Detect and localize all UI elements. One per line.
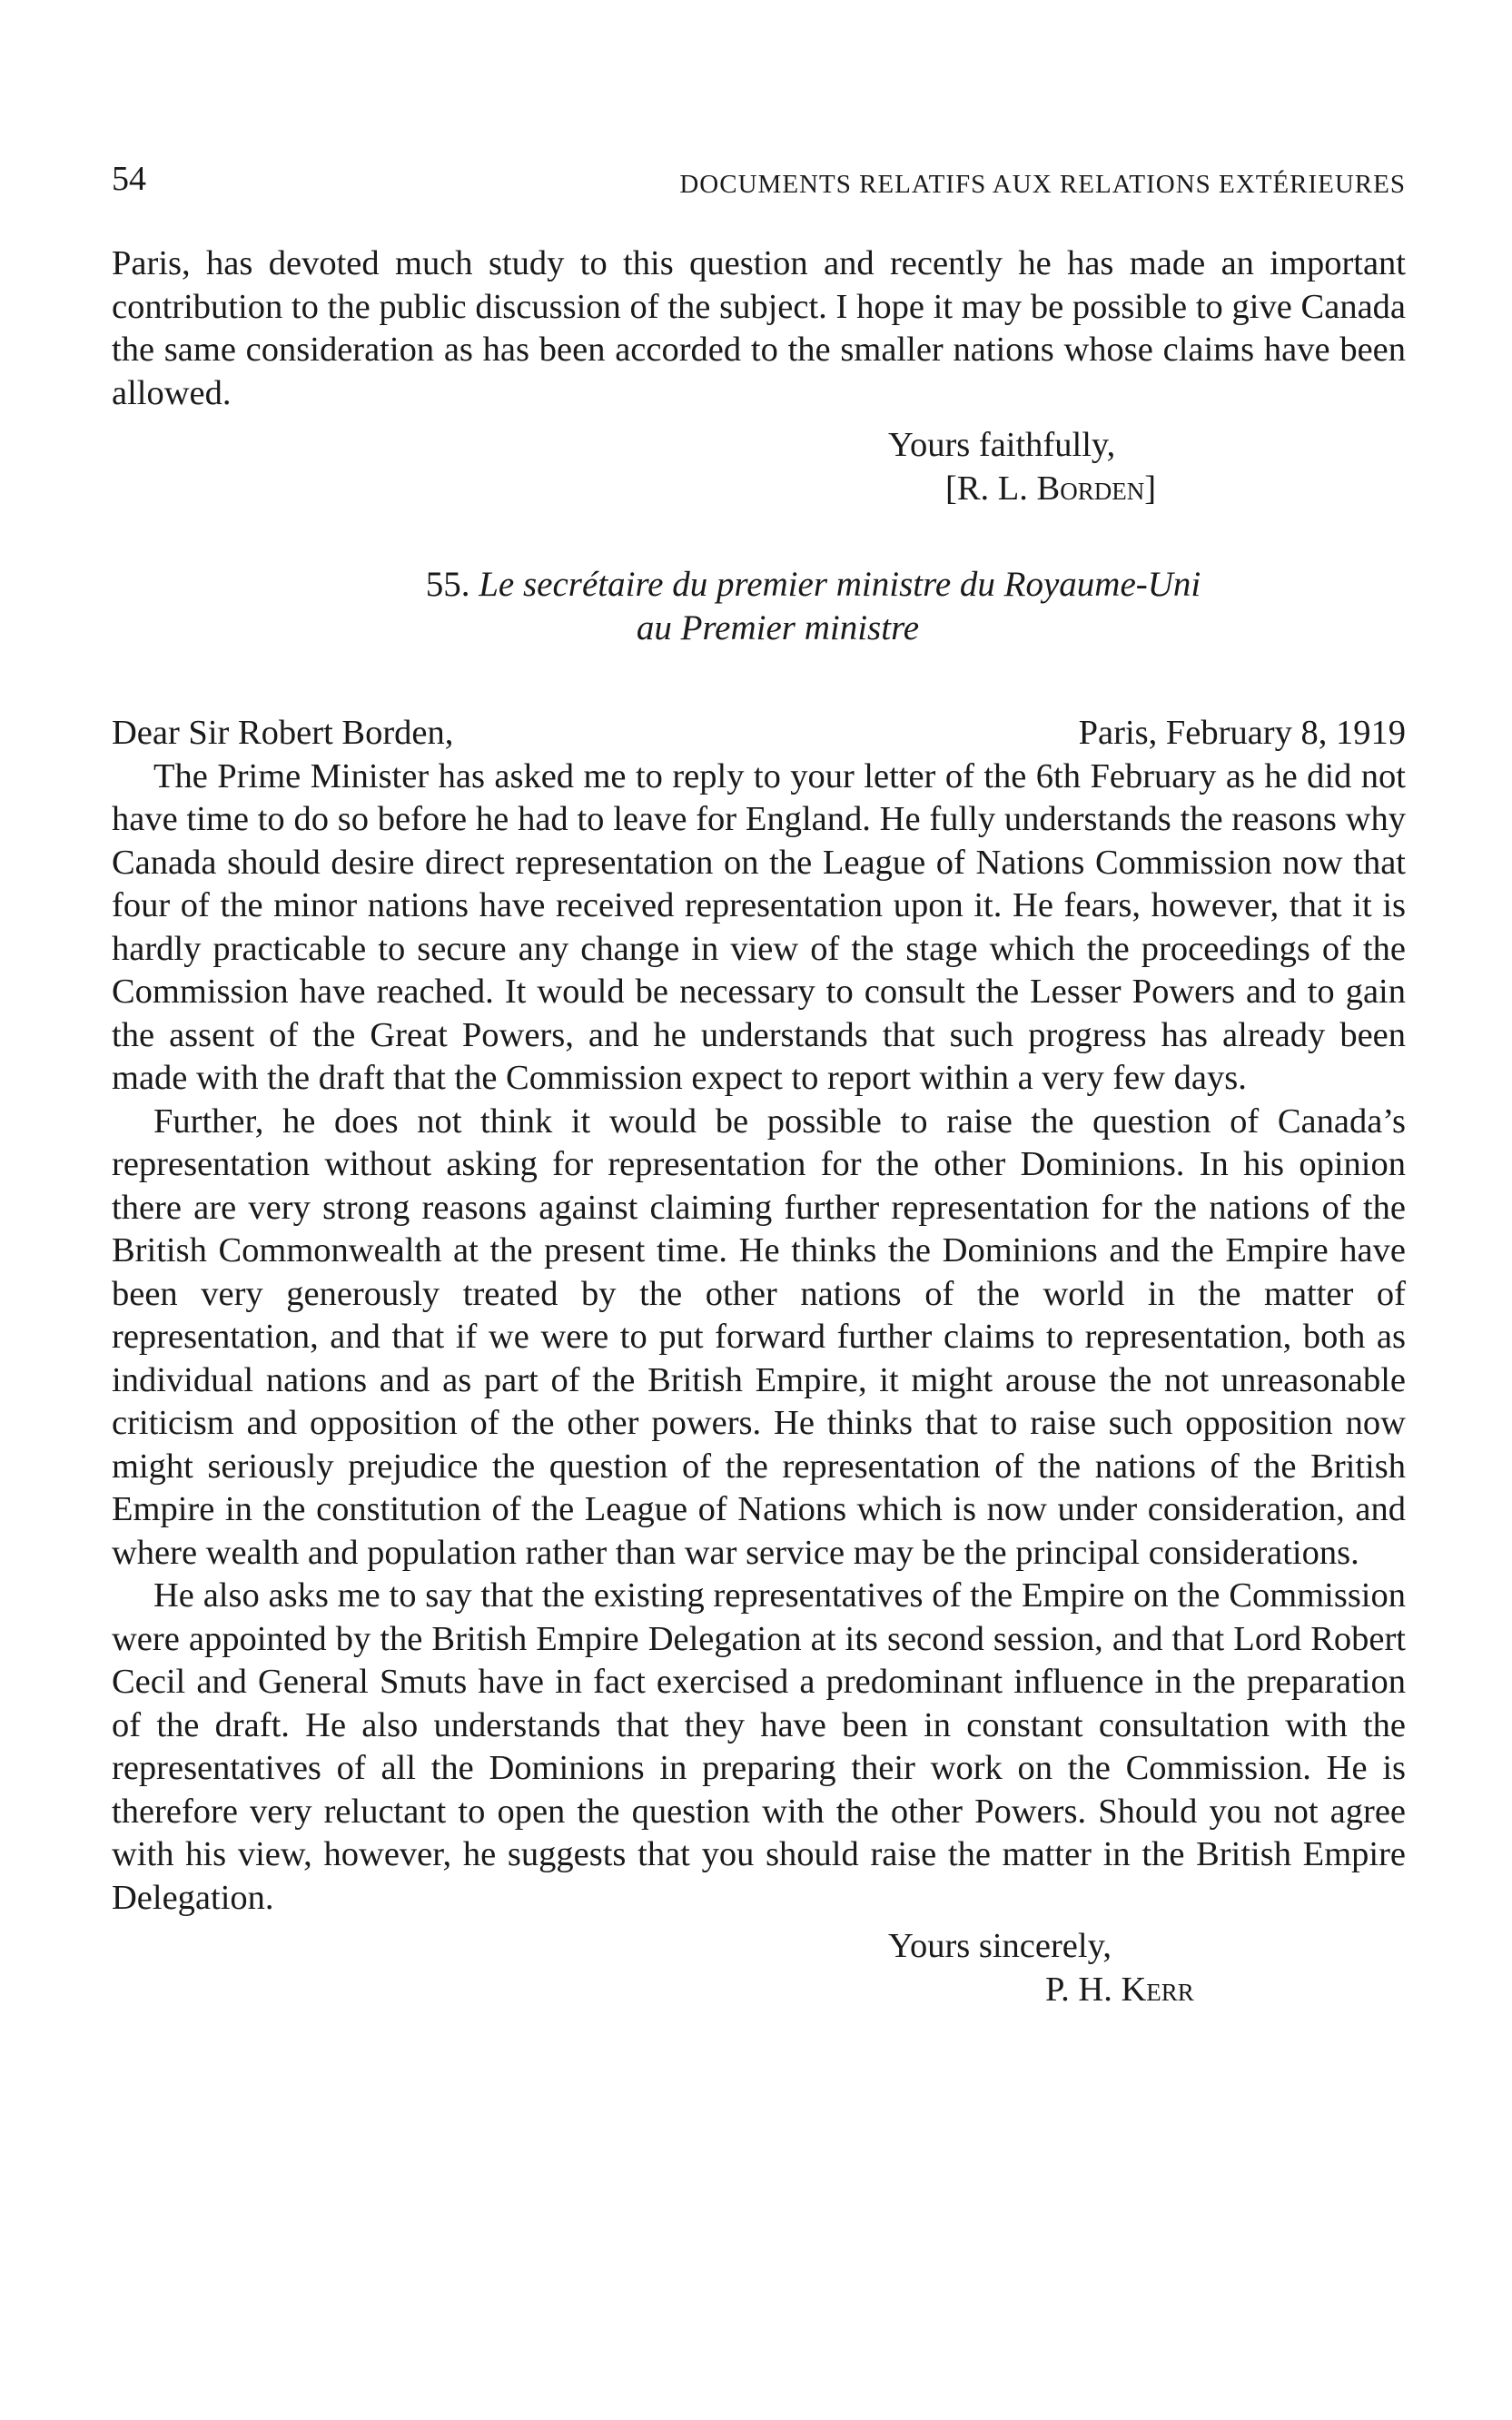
running-head [112,159,1406,213]
running-title: DOCUMENTS RELATIFS AUX RELATIONS EXTÉRIEURES [679,170,1406,199]
letter-54-continuation [112,242,1406,510]
document-page [112,159,1406,2011]
document-heading [112,563,1406,650]
heading-line-1 [112,563,1406,607]
heading-line-1-text: Le secrétaire du premier ministre du Royaume-Uni [479,565,1201,604]
letter-55 [112,563,1406,2011]
place-date: Paris, February 8, 1919 [1078,714,1406,752]
page-number: 54 [112,160,146,198]
body-paragraph: The Prime Minister has asked me to reply to your letter of the 6th February as he did not have time to do so before he had to leave for England. He fully understands the reasons why Canada should desire direct representation on the League of Nations Commission now that four of the minor nations have received representation upon it. He fears, however, that it is hardly practicable to secure any change in view of the stage which the proceedings of the Commission have reached. It would be necessary to consult the Lesser Powers and to gain the assent of the Great Powers, and he understands that such progress has already been made with the draft that the Commission expect to report within a very few days. [112,756,1406,1097]
signature-initials: P. H. [1045,1970,1122,2009]
salutation: Dear Sir Robert Borden, [112,714,454,752]
complimentary-close: Yours sincerely, [888,1927,1112,1965]
complimentary-close: Yours faithfully, [888,426,1116,464]
document-number: 55. [425,565,470,604]
salutation-row [112,712,1406,756]
body-paragraph: He also asks me to say that the existing representatives of the Empire on the Commission were appointed by the British Empire Delegation at its second session, and that Lord Robert Cecil and General Smuts have in fact exercised a predominant influence in the preparation of the draft. He also understands that they have been in constant consultation with the representatives of all the Dominions in preparing their work on the Commission. He is therefore very reluctant to open the question with the other Powers. Should you not agree with his view, however, he suggests that you should raise the matter in the British Empire Delegation. [112,1576,1406,1917]
signature-kerr [1045,1969,1406,2012]
signature-prefix: [R. L. [945,469,1037,508]
continued-paragraph: Paris, has devoted much study to this question and recently he has made an important contribution to the public discussion of the subject. I hope it may be possible to give Canada the same consideration as has been accorded to the smaller nations whose claims have been allowed. [112,244,1406,412]
signature-surname: Kerr [1121,1970,1194,2009]
signature-suffix: ] [1144,469,1157,508]
heading-line-2: au Premier ministre [636,608,920,647]
signature-surname: Borden [1036,469,1145,508]
body-paragraph: Further, he does not think it would be possible to raise the question of Canada’s representation without asking for representation for the other Dominions. In his opinion there are very strong reasons against claiming further representation for the nations of the British Commonwealth at the present time. He thinks the Dominions and the Empire have been very generously treated by the other nations of the world in the matter of representation, and that if we were to put forward further claims to representation, both as individual nations and as part of the British Empire, it might arouse the not unreasonable criticism and opposition of the other powers. He thinks that to raise such opposition now might seriously prejudice the question of the representation of the nations of the British Empire in the constitution of the League of Nations which is now under consideration, and where wealth and population rather than war service may be the principal considerations. [112,1101,1406,1572]
signature-borden [945,468,1406,511]
